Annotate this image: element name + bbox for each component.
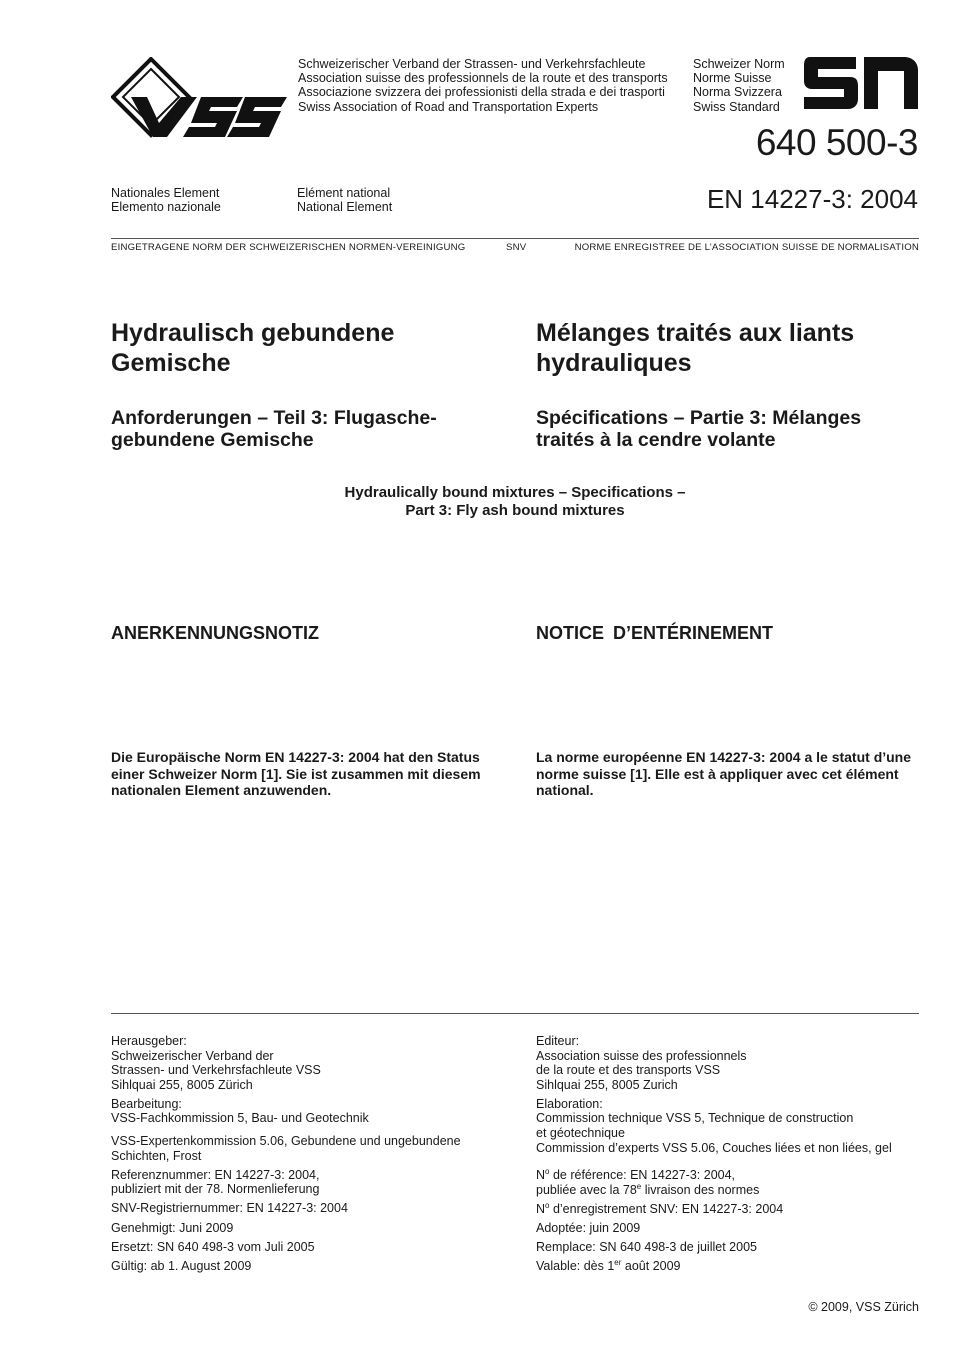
reference-fr: $N^o$ de référence: EN 14227-3: 2004, publiée avec la 78e livraison des normes	[536, 1167, 760, 1197]
footer-fr	[536, 1034, 926, 1278]
notice-text-fr: La norme européenne EN 14227-3: 2004 a le statut d’une norme suisse [1]. Elle est à appliquer avec cet élément national.	[536, 749, 912, 798]
notice-heading-de: ANERKENNUNGSNOTIZ	[111, 623, 320, 643]
snv-label: SNV	[506, 242, 527, 253]
publisher-fr: Editeur: Association suisse des professionnels de la route et des transports VSS Sihlquai 255, 8005 Zurich	[536, 1034, 747, 1092]
title-en: Hydraulically bound mixtures – Specifications – Part 3: Fly ash bound mixtures	[344, 484, 686, 519]
notice-text-de: Die Europäische Norm EN 14227-3: 2004 hat den Status einer Schweizer Norm [1]. Sie ist zusammen mit diesem nationalen Element anzuwenden.	[111, 749, 481, 798]
title-fr: Mélanges traités aux liants hydrauliques	[536, 319, 855, 377]
header-divider	[111, 238, 919, 239]
vss-logo	[111, 57, 291, 139]
replaces-de: Ersetzt: SN 640 498-3 vom Juli 2005	[111, 1239, 315, 1254]
valid-fr: Valable: dès 1er août 2009	[536, 1258, 681, 1274]
national-element-de: Nationales Element Elemento nazionale	[111, 186, 221, 215]
replaces-fr: Remplace: SN 640 498-3 de juillet 2005	[536, 1240, 757, 1255]
registered-norm-fr: NORME ENREGISTREE DE L’ASSOCIATION SUISSE DE NORMALISATION	[574, 242, 919, 253]
processing-fr: Elaboration: Commission technique VSS 5, Technique de construction et géotechnique Commission d’experts VSS 5.06, Couches liées et non liées, gel	[536, 1096, 892, 1155]
norm-type-en: Swiss Standard	[693, 99, 780, 114]
reference-de: Referenznummer: EN 14227-3: 2004, publiziert mit der 78. Normenlieferung	[111, 1167, 320, 1197]
association-name-fr: Association suisse des professionnels de la route et des transports	[298, 71, 668, 86]
association-name-en: Swiss Association of Road and Transportation Experts	[298, 99, 599, 114]
approved-fr: Adoptée: juin 2009	[536, 1221, 641, 1236]
processing-de: Bearbeitung: VSS-Fachkommission 5, Bau- und Geotechnik	[111, 1096, 369, 1126]
norm-number: 640 500-3	[755, 122, 918, 163]
norm-type-labels	[693, 57, 785, 114]
title-de: Hydraulisch gebundene Gemische	[111, 319, 395, 377]
publisher-de: Herausgeber: Schweizerischer Verband der Strassen- und Verkehrsfachleute VSS Sihlquai 255, 8005 Zürich	[111, 1034, 321, 1092]
snv-registration-de: SNV-Registriernummer: EN 14227-3: 2004	[111, 1201, 348, 1216]
subtitle-de: Anforderungen – Teil 3: Flugasche- gebundene Gemische	[111, 407, 437, 451]
valid-de: Gültig: ab 1. August 2009	[111, 1258, 252, 1273]
association-name-de: Schweizerischer Verband der Strassen- und Verkehrsfachleute	[298, 57, 646, 71]
norm-type-fr: Norme Suisse	[693, 71, 772, 86]
notice-heading-fr: NOTICE D’ENTÉRINEMENT	[536, 623, 774, 643]
en-number: EN 14227-3: 2004	[706, 184, 918, 214]
footer-de	[111, 1034, 521, 1278]
snv-registration-fr: $N^o$ d’enregistrement SNV: EN 14227-3: 2004	[536, 1200, 784, 1216]
experts-de: VSS-Expertenkommission 5.06, Gebundene und ungebundene Schichten, Frost	[111, 1134, 461, 1163]
registered-norm-de: EINGETRAGENE NORM DER SCHWEIZERISCHEN NORMEN-VEREINIGUNG	[111, 242, 466, 253]
footer-divider	[111, 1013, 919, 1014]
association-name-it: Associazione svizzera dei professionisti della strada e dei trasporti	[298, 85, 665, 100]
approved-de: Genehmigt: Juni 2009	[111, 1220, 234, 1235]
norm-type-it: Norma Svizzera	[693, 85, 782, 100]
sn-mark	[804, 57, 918, 109]
national-element-fr: Elément national National Element	[297, 186, 393, 215]
subtitle-fr: Spécifications – Partie 3: Mélanges traités à la cendre volante	[536, 407, 862, 451]
norm-type-de: Schweizer Norm	[693, 57, 785, 71]
copyright: © 2009, VSS Zürich	[808, 1300, 919, 1314]
association-names	[298, 57, 668, 114]
